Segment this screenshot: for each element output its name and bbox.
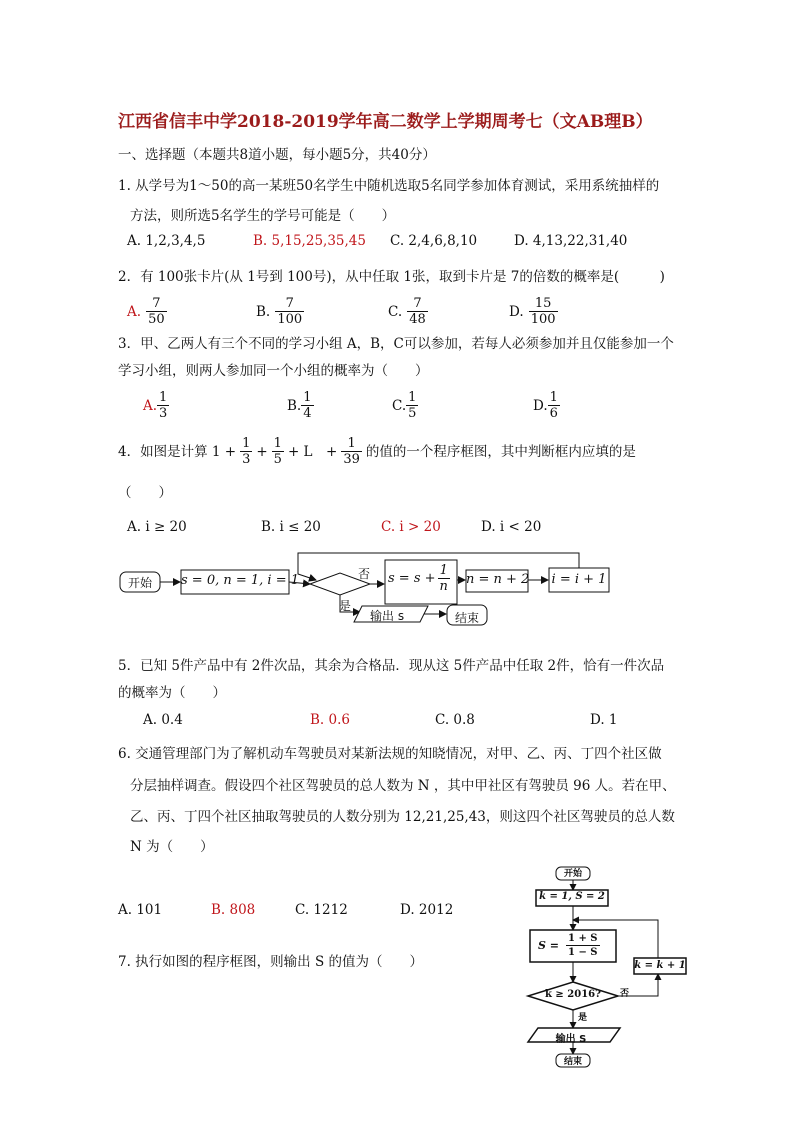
q6-option-d: D. 2012 bbox=[400, 902, 454, 918]
q3-option-a bbox=[143, 390, 169, 421]
q3-option-b bbox=[287, 390, 314, 421]
q6-option-a: A. 101 bbox=[118, 902, 163, 918]
q7-den: 1 − S bbox=[568, 947, 598, 958]
q4-f1-num: 1 bbox=[242, 436, 251, 451]
q3-option-d bbox=[533, 390, 560, 421]
q7-yes-label: 是 bbox=[578, 1013, 588, 1023]
q7-output-label: 输出 S bbox=[555, 1034, 587, 1045]
q2-option-a bbox=[127, 296, 167, 327]
q7-start-label: 开始 bbox=[563, 869, 582, 879]
q2-letter-b: B. bbox=[256, 304, 271, 320]
q2-a-den: 50 bbox=[148, 312, 165, 327]
q2-c-den: 48 bbox=[409, 312, 426, 327]
q3-line2: 学习小组，则两人参加同一个小组的概率为（ ） bbox=[118, 363, 429, 379]
flow-yes-label: 是 bbox=[339, 599, 352, 613]
q6-line2: 分层抽样调查。假设四个社区驾驶员的总人数为 N ，其中甲社区有驾驶员 96 人。若在甲、 bbox=[130, 778, 676, 794]
q7-text: 7. 执行如图的程序框图，则输出 S 的值为（ ） bbox=[118, 954, 424, 970]
q2-b-num: 7 bbox=[285, 296, 294, 311]
q3-line1: 3．甲、乙两人有三个不同的学习小组 A，B，C可以参加，若每人必须参加并且仅能参加一个 bbox=[118, 336, 674, 352]
q3-c-num: 1 bbox=[408, 390, 417, 405]
q1-option-b: B. 5,15,25,35,45 bbox=[253, 233, 366, 249]
q2-d-num: 15 bbox=[534, 296, 552, 311]
page-title: 江西省信丰中学2018-2019学年高二数学上学期周考七（文AB理B） bbox=[118, 112, 653, 132]
q3-letter-c: C. bbox=[392, 398, 407, 414]
q4-pre: 4．如图是计算 1 + bbox=[118, 443, 237, 460]
section-header: 一、选择题（本题共8道小题，每小题5分，共40分） bbox=[118, 147, 436, 163]
q3-letter-a: A. bbox=[143, 398, 158, 414]
q2-b-den: 100 bbox=[277, 312, 303, 327]
flow-update-n-label: n = n + 2 bbox=[466, 572, 530, 587]
q4-f3-den: 39 bbox=[343, 452, 360, 467]
flow-update-s-label bbox=[388, 563, 450, 594]
q5-option-b: B. 0.6 bbox=[310, 712, 350, 728]
q6-line4: N 为（ ） bbox=[130, 839, 214, 855]
q3-letter-b: B. bbox=[287, 398, 302, 414]
q4-option-b: B. i ≤ 20 bbox=[261, 519, 321, 535]
q5-option-a: A. 0.4 bbox=[143, 712, 183, 728]
q7-end-label: 结束 bbox=[563, 1057, 582, 1067]
q2-option-d bbox=[509, 296, 558, 327]
q2-letter-c: C. bbox=[388, 304, 403, 320]
flow-init-label: s = 0, n = 1, i = 1 bbox=[181, 573, 300, 588]
q7-fraction bbox=[566, 932, 600, 959]
flow-no-label: 否 bbox=[358, 567, 371, 581]
q4-option-a: A. i ≥ 20 bbox=[127, 519, 187, 535]
q6-line1: 6. 交通管理部门为了解机动车驾驶员对某新法规的知晓情况，对甲、乙、丙、丁四个社区做 bbox=[118, 746, 662, 762]
q5-option-c: C. 0.8 bbox=[435, 712, 475, 728]
q6-line3: 乙、丙、丁四个社区抽取驾驶员的人数分别为 12,21,25,43，则这四个社区驾驶员的总人数 bbox=[130, 809, 675, 825]
q4-f1-den: 3 bbox=[242, 452, 251, 467]
q7-no-label: 否 bbox=[620, 989, 630, 999]
q3-a-num: 1 bbox=[159, 390, 168, 405]
q1-line1: 1. 从学号为1～50的高一某班50名学生中随机选取5名同学参加体育测试，采用系统抽样的 bbox=[118, 178, 660, 194]
q5-line1: 5．已知 5件产品中有 2件次品，其余为合格品．现从这 5件产品中任取 2件，恰有一件次品 bbox=[118, 658, 665, 674]
q3-option-c bbox=[392, 390, 418, 421]
q1-option-a: A. 1,2,3,4,5 bbox=[127, 233, 206, 249]
q3-d-num: 1 bbox=[549, 390, 558, 405]
q3-c-den: 5 bbox=[408, 406, 417, 421]
q4-text bbox=[118, 436, 636, 467]
q2-d-den: 100 bbox=[530, 312, 556, 327]
q4-post: 的值的一个程序框图，其中判断框内应填的是 bbox=[365, 443, 636, 460]
q4-option-d: D. i < 20 bbox=[481, 519, 542, 535]
q3-b-den: 4 bbox=[303, 406, 312, 421]
q2-a-num: 7 bbox=[152, 296, 161, 311]
q3-d-den: 6 bbox=[549, 406, 558, 421]
flow-update-s-pre: s = s + bbox=[388, 571, 436, 586]
q7-cond-label: k ≥ 2016? bbox=[545, 989, 601, 1000]
flow-output-label: 输出 s bbox=[370, 609, 405, 623]
q3-b-num: 1 bbox=[303, 390, 312, 405]
flow-update-i-label: i = i + 1 bbox=[551, 572, 607, 587]
q5-option-d: D. 1 bbox=[590, 712, 618, 728]
q1-option-c: C. 2,4,6,8,10 bbox=[390, 233, 478, 249]
q1-option-d: D. 4,13,22,31,40 bbox=[514, 233, 628, 249]
q4-f2-den: 5 bbox=[273, 452, 282, 467]
q4-plus: + bbox=[256, 443, 268, 460]
flow-update-s-den: n bbox=[439, 579, 448, 594]
q2-option-c bbox=[388, 296, 428, 327]
q6-option-c: C. 1212 bbox=[295, 902, 348, 918]
q2-letter-d: D. bbox=[509, 304, 524, 320]
q7-init-label: k = 1, S = 2 bbox=[539, 891, 605, 902]
flow-end-label: 结束 bbox=[454, 611, 479, 625]
q7-num: 1 + S bbox=[568, 933, 598, 944]
q4-f3-num: 1 bbox=[347, 436, 356, 451]
q1-line2: 方法，则所选5名学生的学号可能是（ ） bbox=[130, 208, 396, 224]
q2-text: 2．有 100张卡片(从 1号到 100号)，从中任取 1张，取到卡片是 7的倍数的概率是( ) bbox=[118, 269, 665, 285]
q4-option-c: C. i > 20 bbox=[381, 519, 441, 535]
q4-f2-num: 1 bbox=[273, 436, 282, 451]
q2-c-num: 7 bbox=[413, 296, 422, 311]
q4-mid: + L + bbox=[287, 443, 338, 460]
flow-update-s-num: 1 bbox=[439, 563, 448, 578]
q3-a-den: 3 bbox=[159, 406, 168, 421]
q7-assign-label: S = bbox=[538, 939, 559, 952]
q2-option-b bbox=[256, 296, 304, 327]
q2-letter-a: A. bbox=[127, 304, 142, 320]
q6-option-b: B. 808 bbox=[211, 902, 256, 918]
q4-paren: （ ） bbox=[118, 485, 172, 501]
flow-start-label: 开始 bbox=[127, 576, 152, 590]
q3-letter-d: D. bbox=[533, 398, 548, 414]
q5-line2: 的概率为（ ） bbox=[118, 685, 226, 701]
q7-inc-label: k = k + 1 bbox=[634, 960, 686, 971]
